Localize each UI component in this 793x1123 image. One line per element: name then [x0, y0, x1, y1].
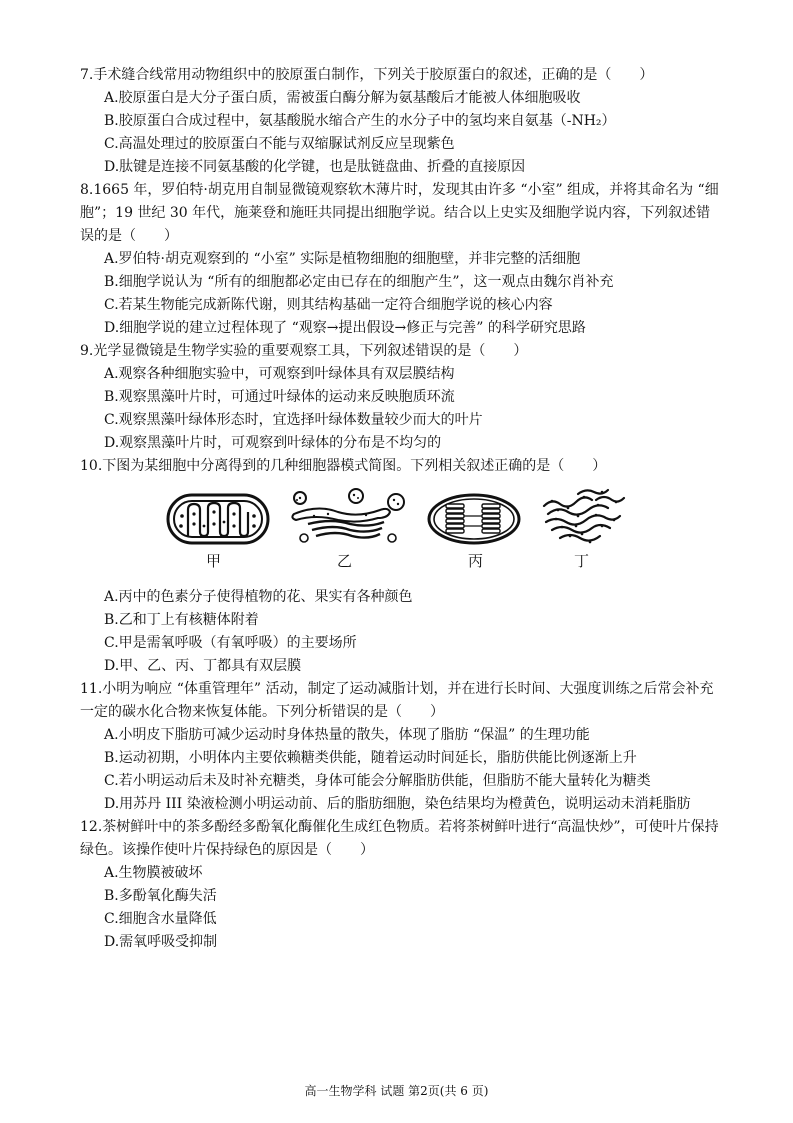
option-d: D.观察黑藻叶片时，可观察到叶绿体的分布是不均匀的: [104, 435, 442, 451]
option-a: A.观察各种细胞实验中，可观察到叶绿体具有双层膜结构: [104, 366, 455, 382]
question-11: [80, 678, 720, 816]
option-a: A.小明皮下脂肪可减少运动时身体热量的散失，体现了脂肪 “保温” 的生理功能: [104, 727, 590, 743]
option-c: C.甲是需氧呼吸（有氧呼吸）的主要场所: [104, 635, 357, 651]
question-12: [80, 816, 720, 954]
page-content: [80, 64, 720, 954]
question-stem: 9.光学显微镜是生物学实验的重要观察工具，下列叙述错误的是（ ）: [80, 343, 528, 359]
figure-label-bing: 丙: [468, 552, 484, 570]
option-b: B.观察黑藻叶片时，可通过叶绿体的运动来反映胞质环流: [104, 389, 455, 405]
option-b: B.胶原蛋白合成过程中，氨基酸脱水缩合产生的水分子中的氢均来自氨基（-NH₂）: [104, 113, 616, 129]
question-8: [80, 179, 720, 340]
figure-label-ding: 丁: [574, 552, 590, 570]
option-c: C.若某生物能完成新陈代谢，则其结构基础一定符合细胞学说的核心内容: [104, 297, 553, 313]
mitochondrion-diagram: [166, 492, 270, 546]
option-b: B.细胞学说认为 “所有的细胞都必定由已存在的细胞产生”，这一观点由魏尔肖补充: [104, 274, 614, 290]
question-9: [80, 340, 720, 455]
option-b: B.运动初期，小明体内主要依赖糖类供能，随着运动时间延长，脂肪供能比例逐渐上升: [104, 750, 637, 766]
option-a: A.胶原蛋白是大分子蛋白质，需被蛋白酶分解为氨基酸后才能被人体细胞吸收: [104, 90, 581, 106]
option-d: D.肽键是连接不同氨基酸的化学键，也是肽链盘曲、折叠的直接原因: [104, 159, 526, 175]
question-stem: 12.茶树鲜叶中的茶多酚经多酚氧化酶催化生成红色物质。若将茶树鲜叶进行“高温快炒”，可使叶片保持绿色。该操作使叶片保持绿色的原因是（ ）: [80, 819, 719, 858]
option-d: D.甲、乙、丙、丁都具有双层膜: [104, 658, 302, 674]
figure-label-jia: 甲: [206, 552, 222, 570]
option-a: A.丙中的色素分子使得植物的花、果实有各种颜色: [104, 589, 413, 605]
option-c: C.若小明运动后未及时补充糖类，身体可能会分解脂肪供能，但脂肪不能大量转化为糖类: [104, 773, 651, 789]
chloroplast-diagram: [426, 492, 522, 546]
organelle-figure: [80, 486, 720, 582]
question-stem: 7.手术缝合线常用动物组织中的胶原蛋白制作，下列关于胶原蛋白的叙述，正确的是（ ）: [80, 67, 654, 83]
option-a: A.生物膜被破坏: [104, 865, 203, 881]
question-stem: 11.小明为响应 “体重管理年” 活动，制定了运动减脂计划，并在进行长时间、大强度训练之后常会补充一定的碳水化合物来恢复体能。下列分析错误的是（ ）: [80, 681, 714, 720]
option-a: A.罗伯特·胡克观察到的 “小室” 实际是植物细胞的细胞壁，并非完整的活细胞: [104, 251, 581, 267]
question-10: [80, 455, 720, 678]
option-c: C.高温处理过的胶原蛋白不能与双缩脲试剂反应呈现紫色: [104, 136, 455, 152]
page-footer: 高一生物学科 试题 第2页(共 6 页): [304, 1084, 489, 1098]
question-stem: 10.下图为某细胞中分离得到的几种细胞器模式简图。下列相关叙述正确的是（ ）: [80, 458, 607, 474]
question-7: [80, 64, 720, 179]
option-d: D.细胞学说的建立过程体现了 “观察→提出假设→修正与完善” 的科学研究思路: [104, 320, 586, 336]
er-diagram: [538, 486, 628, 548]
option-b: B.乙和丁上有核糖体附着: [104, 612, 259, 628]
option-c: C.观察黑藻叶绿体形态时，宜选择叶绿体数量较少而大的叶片: [104, 412, 483, 428]
golgi-diagram: [288, 488, 408, 548]
option-d: D.用苏丹 III 染液检测小明运动前、后的脂肪细胞，染色结果均为橙黄色，说明运动未消耗脂肪: [104, 796, 691, 812]
option-b: B.多酚氧化酶失活: [104, 888, 217, 904]
option-d: D.需氧呼吸受抑制: [104, 934, 218, 950]
question-stem: 8.1665 年，罗伯特·胡克用自制显微镜观察软木薄片时，发现其由许多 “小室” 组成，并将其命名为 “细胞”；19 世纪 30 年代，施莱登和施旺共同提出细胞学说。结合以上史实及细胞学说内容，下列叙述错误的是（ ）: [80, 182, 719, 244]
figure-label-yi: 乙: [337, 552, 353, 570]
option-c: C.细胞含水量降低: [104, 911, 217, 927]
